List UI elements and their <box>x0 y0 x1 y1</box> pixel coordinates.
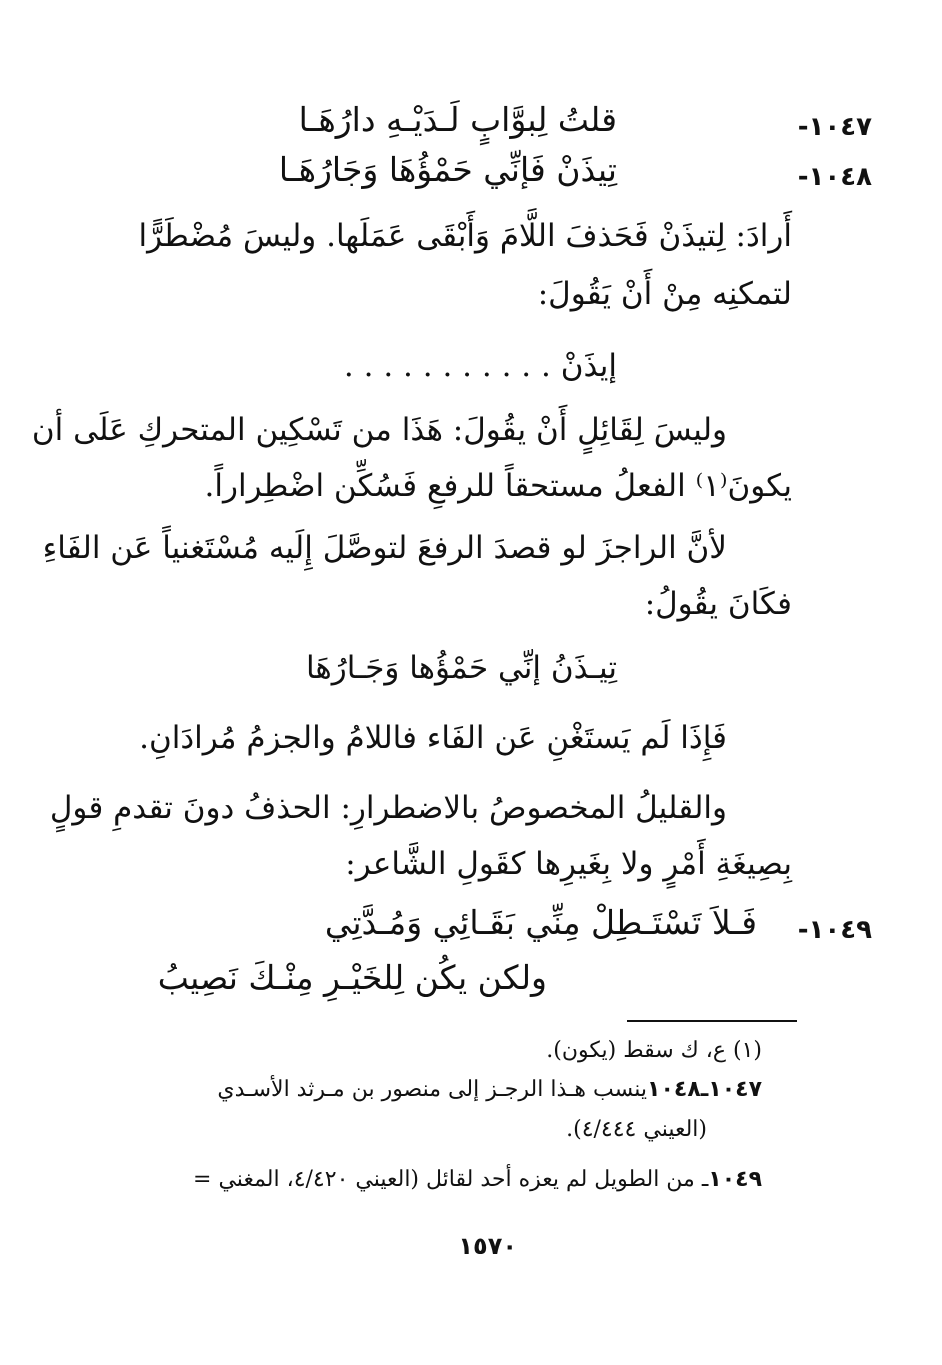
footnote-text: ينسب هـذا الرجـز إلى منصور بن مـرثد الأسـدي <box>217 1077 648 1102</box>
footnote-number: ١٠٤٧ـ١٠٤٨ <box>647 1077 762 1102</box>
page-number: ١٥٧٠ <box>458 1232 517 1260</box>
paragraph-line: فكَانَ يقُولُ: <box>644 586 792 622</box>
footnote-divider <box>627 1020 797 1022</box>
quotation: إيذَنْ . . . . . . . . . . . <box>343 348 617 384</box>
paragraph-line: وليسَ لِقَائِلٍ أَنْ يقُولَ: هَذَا من تَسْكِين المتحركِ عَلَى أن <box>31 412 727 448</box>
verse-number: ١٠٤٩- <box>797 915 872 945</box>
verse-line: فَـلاَ تَسْتَـطِلْ مِنِّي بَقَـائِي وَمُـدَّتِي <box>324 903 757 942</box>
footnote <box>217 1077 762 1102</box>
paragraph-line: لتمكنِه مِنْ أَنْ يَقُولَ: <box>537 276 792 312</box>
footnote <box>193 1167 762 1192</box>
footnote: (١) ع، ك سقط (يكون). <box>546 1038 762 1063</box>
footnote-continuation: (العيني ٤/٤٤٤). <box>566 1117 707 1142</box>
paragraph-line: بِصِيغَةِ أَمْرٍ ولا بِغَيرِها كقَولِ الشَّاعر: <box>345 846 792 882</box>
verse-number: ١٠٤٧- <box>797 112 872 142</box>
verse-number: ١٠٤٨- <box>797 162 872 192</box>
footnote-number: ١٠٤٩ <box>708 1167 762 1192</box>
verse-line: قلتُ لِبوَّابٍ لَـدَيْـهِ دارُهَـا <box>298 100 617 139</box>
verse-line: ولكن يكُن لِلخَيْـرِ مِنْـكَ نَصِيبُ <box>157 958 547 997</box>
quotation: تِيـذَنُ إنِّي حَمْؤُها وَجَـارُهَا <box>305 650 617 686</box>
paragraph-line: أَرادَ: لِتيذَنْ فَحَذفَ اللَّامَ وَأَبْقَى عَمَلَها. وليسَ مُضْطَرًّا <box>138 218 792 254</box>
paragraph-line: لأنَّ الراجزَ لو قصدَ الرفعَ لتوصَّلَ إِلَيه مُسْتَغنياً عَن الفَاءِ <box>42 530 727 566</box>
paragraph-line: يكونَ⁽١⁾ الفعلُ مستحقاً للرفعِ فَسُكِّن اضْطِراراً. <box>204 468 792 504</box>
footnote-text: ـ من الطويل لم يعزه أحد لقائل (العيني ٤/٤٢٠، المغني = <box>193 1167 709 1192</box>
verse-line: تِيذَنْ فَإنِّي حَمْؤُهَا وَجَارُهَـا <box>278 150 617 189</box>
paragraph-line: والقليلُ المخصوصُ بالاضطرارِ: الحذفُ دونَ تقدمِ قولٍ <box>49 790 727 826</box>
paragraph-line: فَإِذَا لَم يَستَغْنِ عَن الفَاء فاللامُ والجزمُ مُرادَانِ. <box>139 720 727 756</box>
